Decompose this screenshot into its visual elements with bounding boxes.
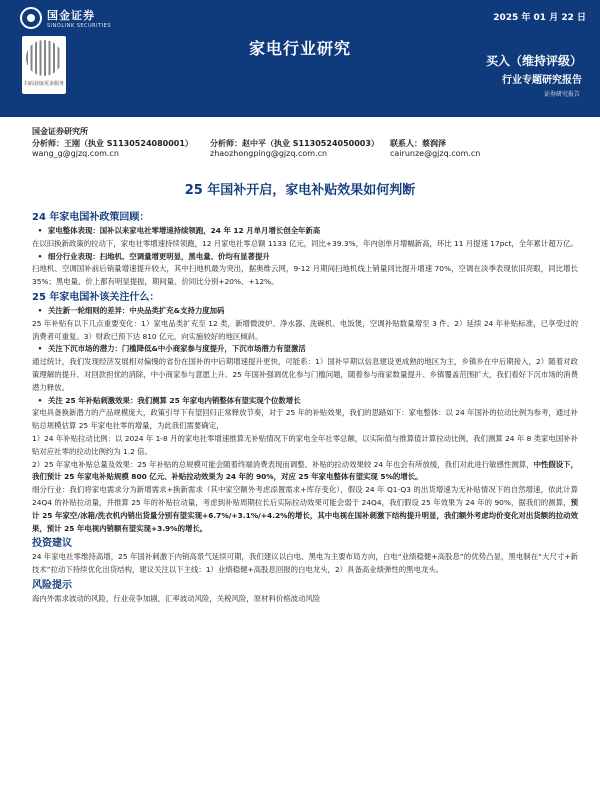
section-title: 投资建议 [32,538,72,550]
analyst-2: 分析师：赵中平（执业 S1130524050003） [210,139,379,148]
paragraph: 家电具备换新潜力的产品规模庞大，政策引导下有望回归正常释放节奏，对于 25 年的补贴效果，我们的思路如下：家电整体：以 24 年国补的拉动比例为参考，通过补贴总规模估算 25 年家电社零的增量，为此我们需要确定， [32,408,578,431]
contact-1: 联系人：蔡润泽 [390,139,446,148]
logo-cn: 国金证券 [47,9,95,22]
report-date: 2025 年 01 月 22 日 [493,13,586,23]
analyst-1: 分析师：王刚（执业 S1130524080001） [32,139,193,148]
bullet-icon: • [37,344,43,354]
qr-caption: 扫码获取更多服务 [23,81,64,87]
bullet-text: 关注下沉市场的潜力：门槛降低&中小商家参与度提升，下沉市场潜力有望激活 [48,344,306,354]
paragraph [32,484,578,535]
section-title: 风险提示 [32,579,72,591]
analyst-1-email[interactable]: wang_g@gjzq.com.cn [32,149,119,158]
section-title: 24 年家电国补政策回顾： [32,212,150,223]
bullet [32,225,578,238]
bullet-icon: • [37,395,43,405]
bullet-text: 家电整体表现：国补以来家电社零增速持续领跑，24 年 12 月单月增长创全年新高 [48,226,321,235]
report-type: 行业专题研究报告 [502,75,582,86]
analyst-block [32,138,582,158]
highlight-text: 中性假设下，我们预计 25 年家电补贴规模 800 亿元、补贴拉动效果为 24 年的 90%，对应 25 年家电整体有望实现 5%的增长。 [32,459,578,482]
paragraph: 25 年补贴有以下几点重要变化：1）家电品类扩充至 12 类，新增微波炉、净水器、洗碗机、电饭煲，空调补贴数量增至 3 件。2）延续 24 年补贴标准，已享受过的消费者可重复。3）财政已预下达 810 亿元，向实施较好的地区倾斜。 [32,318,578,341]
bullet-text: 关注 25 年补贴刺激效果：我们测算 25 年家电内销整体有望实现个位数增长 [48,395,301,405]
paragraph-text: 2）25 年家电补贴总量及效果：25 年补贴的总规模可能会随着终端消费表现而调整、补贴的拉动效果较 24 年也会有所放缓，我们对此进行敏感性测算， [32,459,534,469]
paragraph: 通过统计，我们发现经济发展相对偏慢的省份在国补的中后期增速提升更快，可能系：1）国补早期以信息建设更成熟的地区为主，乡镇乡在中后期接入，2）随着对政策理解的提升、对回款担忧的消除，中小商家参与意愿上升。25 年国补强调优化参与门槛问题，随着参与商家数量提升、乡镇覆盖范围扩大，我们看好下沉市场的消费潜力释放。 [32,357,578,392]
bullet-text: 关注新一轮细则的差异：中央品类扩充&支持力度加码 [48,305,225,315]
logo-en: SINOLINK SECURITIES [47,23,111,29]
brand-logo [20,7,111,29]
bullet-icon: • [37,251,43,261]
paragraph: 扫地机、空调国补前后销量增速提升较大，其中扫地机最为突出，据奥维云网，9-12 月期间扫地机线上销量同比提升增速 70%，空调在淡季表现依旧亮眼，同比增长 35%；黑电量、价上都有明显提振，期间量、价同比分别+20%、+12%。 [32,264,578,287]
bullet-icon: • [37,305,43,315]
paragraph: 24 年家电社零维持高增，25 年国补刺激下内销高景气延续可期，我们建议以白电、黑电为主要布局方向，白电“业绩稳健+高股息”的优势凸显，黑电制在“大尺寸+新技术”拉动下持续优化出货结构，建议关注以下主线：1）业绩稳健+高股息回报的白电龙头，2）具备高业绩弹性的黑电龙头。 [32,552,578,575]
paragraph: 在以旧换新政策的拉动下，家电社零增速持续领跑，12 月家电社零总额 1133 亿元，同比+39.3%，年内创单月增幅新高，环比 11 月提速 17pct，全年累计超万亿。 [32,238,578,248]
paragraph: 海内外需求波动的风险，行业竞争加剧，汇率波动风险，关税风险，原材料价格波动风险 [32,593,321,603]
highlight-text: 预计 25 年家空/冰箱/洗衣机内销出货量分别有望实现+6.7%/+3.1%/+4.2%的增长，其中电视在国补刺激下结构提升明显，我们额外考虑均价变化对出货额的拉动效果，预计 25 年电视内销额有望实现+3.9%的增长。 [32,497,578,533]
section-title: 25 年家电国补该关注什么： [32,291,160,303]
contact-1-email[interactable]: cairunze@gjzq.com.cn [390,149,481,158]
bullet [32,305,578,318]
bullet [32,343,578,356]
company-name: 国金证券研究所 [32,127,88,136]
report-header [0,0,600,117]
bullet [32,251,578,264]
bullet-text: 细分行业表现：扫地机、空调量增更明显，黑电量、价均有显著提升 [48,251,270,261]
bullet-icon: • [37,226,43,235]
bullet [32,395,578,408]
paragraph [32,459,578,485]
paragraph: 1）24 年补贴拉动比例：以 2024 年 1-8 月的家电社零增速推算无补贴情况下的家电全年社零总额，以实际值与推算值计算拉动比例，我们测算 24 年 8 类家电国补补贴对应社零的拉动比例约为 1.2 倍。 [32,433,578,456]
report-body [32,209,578,606]
paragraph-text: 细分行业：我们将家电需求分为新增需求+换新需求（其中家空额外考虑添置需求+库存变化），假设 24 年 Q1-Q3 的出货增速为无补贴情况下的自然增速，依此计算 24Q4 的补贴拉动量，并推算 25 年的补贴拉动量，考虑到补贴周期拉长后实际拉动效果可能会弱于 24Q4，我们假设 25 年效果为 24 年的 90%，据我们的测算， [32,485,578,507]
industry-title: 家电行业研究 [248,39,351,58]
report-seal: 证券研究报告 [543,91,580,98]
rating: 买入（维持评级） [485,54,582,68]
logo-icon [20,7,42,29]
analyst-2-email[interactable]: zhaozhongping@gjzq.com.cn [210,149,328,158]
report-title: 25 年国补开启，家电补贴效果如何判断 [184,183,416,198]
